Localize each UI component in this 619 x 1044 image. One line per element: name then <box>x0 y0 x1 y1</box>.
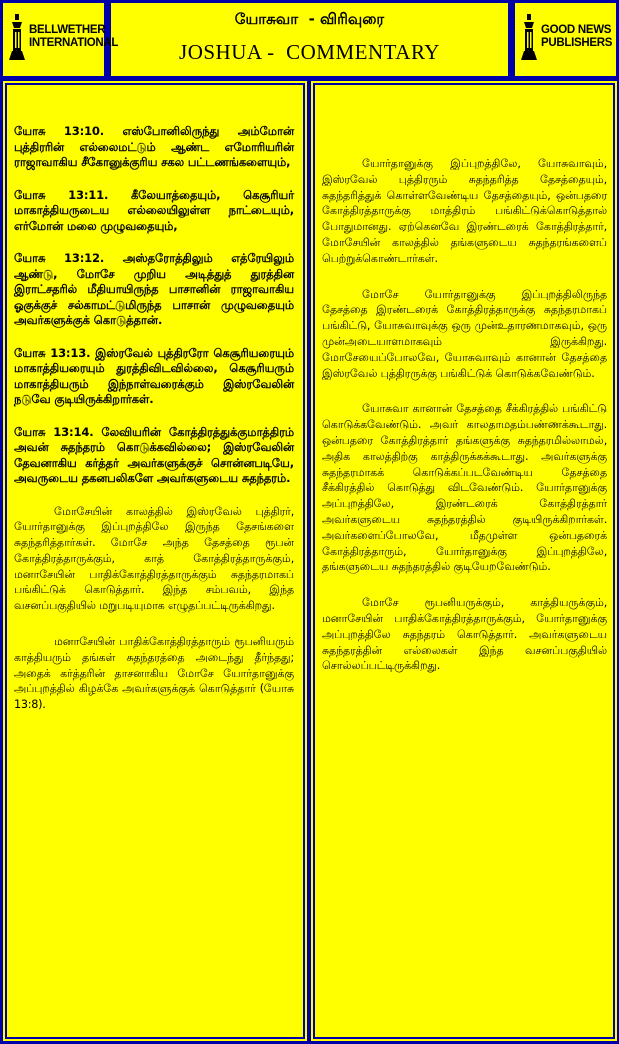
right-column-content <box>322 156 607 694</box>
tower-icon <box>520 14 538 60</box>
bellwether-logo <box>8 14 118 60</box>
left-column-content <box>14 124 294 733</box>
verse-13-13: யோசு 13:13. இஸ்ரவேல் புத்திரரோ கெசூரியரையும் மாகாத்தியரையும் துரத்திவிடவில்லை, கெசூரியரும் மாகாத்தியரும் இந்நாள்வரைக்கும் இஸ்ரவேலின் நடுவே குடியிருக்கிறார்கள். <box>14 345 294 406</box>
commentary-paragraph: மனாசேயின் பாதிக்கோத்திரத்தாரும் ரூபனியரும் காத்தியரும் தங்கள் சுதந்தரத்தை அடைந்து தீர்ந்தது; அதைக் கர்த்தரின் தாசனாகிய மோசே யோர்தானுக்கு அப்புறத்தில் கிழக்கே அவர்களுக்குக் கொடுத்தார் (யோசு 13:8). <box>14 635 294 712</box>
title-english: JOSHUA - COMMENTARY <box>179 40 440 64</box>
verse-13-14: யோசு 13:14. லேவியரின் கோத்திரத்துக்குமாத்திரம் அவன் சுதந்தரம் கொடுக்கவில்லை; இஸ்ரவேலின் தேவனாகிய கர்த்தர் அவர்களுக்குச் சொன்னபடியே, அவருடைய தகனபலிகளே அவர்களுடைய சுதந்தரம். <box>14 424 294 485</box>
commentary-paragraph: மோசே யோர்தானுக்கு இப்புறத்திலிருந்த தேசத்தை இரண்டரைக் கோத்திரத்தாருக்கு சுதந்தரமாகப் பங்கிட்டு, யோசுவாவுக்கு ஒரு முன்உதாரணமாகவும், ஒரு முன்அடையாளமாகவும் இருக்கிறது. மோசேயைப்போலவே, யோசுவாவும் கானான் தேசத்தை இஸ்ரவேல் புத்திரருக்கு பங்கிட்டுக் கொடுக்கவேண்டும். <box>322 287 607 380</box>
verse-13-10: யோசு 13:10. எஸ்போனிலிருந்து அம்மோன் புத்திரரின் எல்லைமட்டும் ஆண்ட எமோரியரின் ராஜாவாகிய சீகோனுக்குரிய சகல பட்டணங்களையும், <box>14 124 294 169</box>
good-news-logo <box>520 14 612 60</box>
commentary-paragraph: யோசுவா கானான் தேசத்தை சீக்கிரத்தில் பங்கிட்டு கொடுக்கவேண்டும். அவர் காலதாமதம்பண்ணக்கூடாது. ஒன்பதரை கோத்திரத்தார் தங்களுக்கு சுதந்தரமில்லாமல், அதிக காலத்திற்கு காத்திருக்கக்கூடாது. அவர்களுக்கு சுதந்தரமாகக் கொடுக்கப்படவேண்டிய தேசத்தை சீக்கிரத்தில் கொடுத்து விடவேண்டும். யோர்தானுக்கு அப்புறத்திலே, இரண்டரைக் கோத்திரத்தார் அவர்களுடைய சுதந்தரத்தில் குடியிருக்கிறார்கள். அவர்களைப்போலவே, மீதமுள்ள ஒன்பதரைக் கோத்திரத்தாரும், யோர்தானுக்கு இப்புறத்திலே, தங்களுடைய சுதந்தரத்தில் குடியேறவேண்டும். <box>322 402 607 574</box>
bellwether-logo-line2: INTERNATIONAL <box>29 37 119 49</box>
commentary-paragraph: மோசே ரூபனியருக்கும், காத்தியருக்கும், மனாசேயின் பாதிக்கோத்திரத்தாருக்கும், யோர்தானுக்கு அப்புறத்திலே சுதந்தரம் கொடுத்தார். அவர்களுடைய சுதந்தரத்தின் எல்லைகள் இந்த வசனப்பகுதியில் சொல்லப்பட்டிருக்கிறது. <box>322 596 607 673</box>
commentary-paragraph: மோசேயின் காலத்தில் இஸ்ரவேல் புத்திரர், யோர்தானுக்கு இப்புறத்திலே இருந்த தேசங்களை சுதந்தரித்தார்கள். மோசே அந்த தேசத்தை ரூபன் கோத்திரத்தாருக்கும், காத் கோத்திரத்தாருக்கும், மனாசேயின் பாதிக்கோத்திரத்தாருக்கும் சுதந்தரமாகப் பங்கிட்டுக் கொடுத்தார். இந்த சம்பவம், இந்த வசனப்பகுதியில் மறுபடியுமாக எழுதப்பட்டிருக்கிறது. <box>14 504 294 613</box>
title-tamil: யோசுவா - விரிவுரை <box>234 10 385 28</box>
good-news-logo-line2: PUBLISHERS <box>541 37 613 49</box>
bellwether-logo-line1: BELLWETHER <box>29 24 106 36</box>
good-news-logo-line1: GOOD NEWS <box>541 24 612 36</box>
commentary-paragraph: யோர்தானுக்கு இப்புறத்திலே, யோசுவாவும், இஸ்ரவேல் புத்திரரும் சுதந்தரித்த தேசத்தையும், சுதந்தரித்துக் கொள்ளவேண்டிய தேசத்தையும், ஒன்பதரை கோத்திரத்தாருக்கு மாத்திரம் பங்கிட்டுக்கொடுத்தால் போதுமானது. ஏற்கெனவே இரண்டரைக் கோத்திரத்தார், மோசேயின் காலத்தில் தங்களுடைய சுதந்தரங்களைப் பெற்றுக்கொண்டார்கள். <box>322 157 607 265</box>
verse-13-11: யோசு 13:11. கீலேயாத்தையும், கெசூரியர் மாகாத்தியருடைய எல்லையிலுள்ள நாட்டையும், எர்மோன் மலை முழுவதையும், <box>14 187 294 233</box>
tower-icon <box>8 14 26 60</box>
verse-13-12: யோசு 13:12. அஸ்தரோத்திலும் எத்ரேயிலும் ஆண்டு, மோசே முறிய அடித்துத் துரத்தின இராட்சதரில் மீதியாயிருந்த பாசானின் ராஜாவாகிய ஓகுக்குச் சல்காமட்டுமிருந்த பாசான் முழுவதையும் அவர்களுக்குக் கொடுத்தான். <box>14 251 294 327</box>
